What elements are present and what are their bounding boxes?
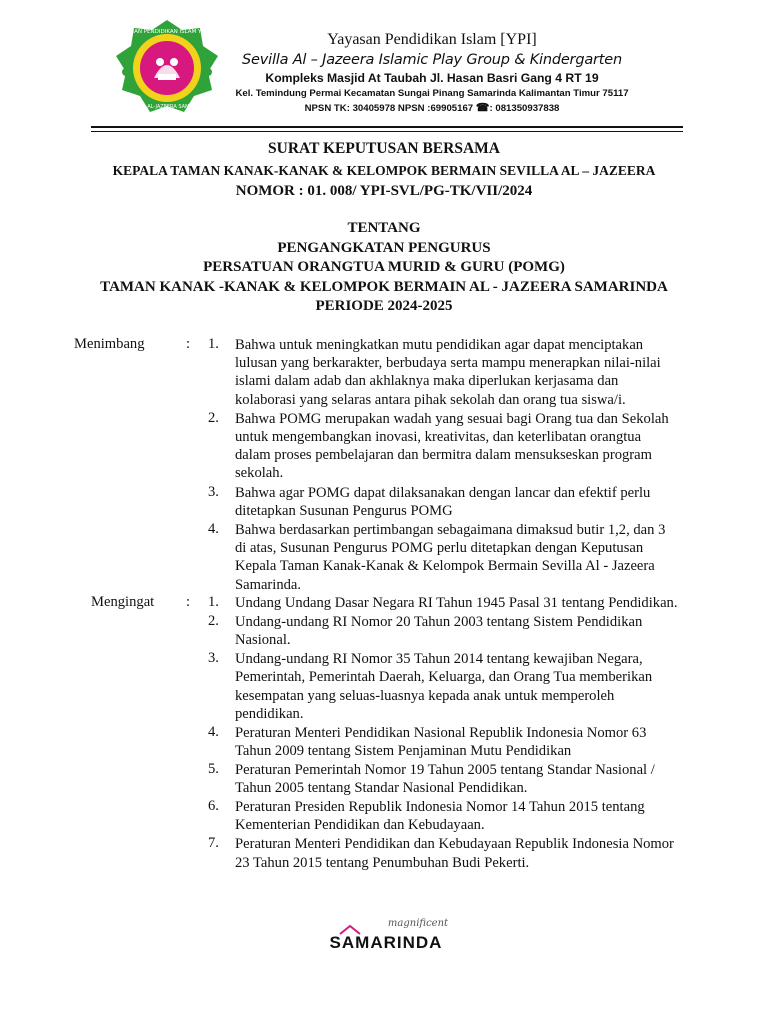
school-logo [108, 18, 226, 118]
item-text-line: Samarinda. [235, 576, 302, 593]
item-text-line: Bahwa agar POMG dapat dilaksanakan dengan lancar dan efektif perlu [235, 484, 651, 501]
logo-text-bottom: SEVILLA AL-JAZEERA SAMARINDA [125, 104, 209, 110]
item-text-line: Bahwa berdasarkan pertimbangan sebagaimana dimaksud butir 1,2, dan 3 [235, 522, 666, 538]
item-text-line: islami dalam adab dan akhlaknya maka diperlukan kerjasama dan [235, 373, 619, 390]
decree-titles [60, 139, 708, 317]
item-text-line: kolaborasi yang selaras antara pihak sekolah dan orang tua siswa/i. [235, 391, 626, 408]
logo-text-top: YAYASAN PENDIDIKAN ISLAM YPADU [117, 29, 217, 35]
subject-line-1: PENGANGKATAN PENGURUS [277, 239, 491, 256]
address-line-2: Kel. Temindung Permai Kecamatan Sungai Pinang Samarinda Kalimantan Timur 75117 [235, 88, 629, 99]
phone-number: : 081350937838 [489, 103, 560, 114]
item-text-line: Tahun 2009 tentang Sistem Penjaminan Mutu Pendidikan [235, 742, 572, 759]
item-number: 4. [208, 723, 219, 740]
brand-script-text: magnificent [387, 918, 449, 929]
npsn-line [232, 101, 632, 116]
item-text-line: di atas, Susunan Pengurus POMG perlu ditetapkan dengan Keputusan [235, 540, 644, 557]
item-text-line: Bahwa untuk meningkatkan mutu pendidikan agar dapat menciptakan [235, 337, 644, 353]
school-name: Sevilla Al – Jazeera Islamic Play Group & Kindergarten [242, 52, 622, 68]
item-text-line: Undang-undang RI Nomor 35 Tahun 2014 tentang kewajiban Negara, [235, 651, 643, 668]
item-number: 2. [208, 409, 219, 426]
item-number: 7. [208, 835, 219, 852]
tentang-heading: TENTANG [347, 220, 421, 236]
subject-line-2: PERSATUAN ORANGTUA MURID & GURU (POMG) [203, 259, 565, 275]
item-number: 2. [208, 613, 219, 629]
letterhead-rule-thick [91, 126, 683, 128]
subject-line-3: TAMAN KANAK -KANAK & KELOMPOK BERMAIN AL - JAZEERA SAMARINDA [100, 278, 668, 295]
brand-main-text: SAMARINDA [329, 933, 443, 952]
subject-line-4: PERIODE 2024-2025 [315, 298, 453, 314]
item-text-line: Kepala Taman Kanak-Kanak & Kelompok Bermain Sevilla Al - Jazeera [235, 558, 655, 575]
letterhead-rule-thin [91, 131, 683, 132]
item-text-line: Peraturan Menteri Pendidikan Nasional Republik Indonesia Nomor 63 [235, 724, 647, 741]
npsn-text: NPSN TK: 30405978 NPSN :69905167 [304, 103, 476, 114]
item-text-line: Pemerintah, Pemerintah Daerah, Keluarga, dan Orang Tua memberikan [235, 669, 653, 686]
item-text-line: Peraturan Menteri Pendidikan dan Kebudayaan Republik Indonesia Nomor [235, 836, 674, 853]
samarinda-brand-logo [300, 912, 470, 956]
item-text-line: Undang-undang RI Nomor 20 Tahun 2003 tentang Sistem Pendidikan [235, 614, 643, 630]
item-text-line: sekolah. [235, 465, 284, 482]
item-text-line: Peraturan Pemerintah Nomor 19 Tahun 2005 tentang Standar Nasional / [235, 762, 655, 778]
telephone-icon: ☎ [475, 102, 490, 114]
item-text-line: 23 Tahun 2015 tentang Penumbuhan Budi Pekerti. [235, 854, 530, 871]
decree-title: SURAT KEPUTUSAN BERSAMA [268, 140, 500, 157]
letterhead [232, 30, 632, 116]
item-text-line: Nasional. [235, 632, 291, 649]
item-text-line: lulusan yang berkarakter, berbudaya serta mampu menerapkan nilai-nilai [235, 355, 661, 372]
item-text-line: Peraturan Presiden Republik Indonesia Nomor 14 Tahun 2015 tentang [235, 799, 645, 816]
item-text-line: kesempatan yang seluas-luasnya kepada anak untuk memperoleh [235, 687, 615, 704]
item-number: 1. [208, 594, 219, 610]
menimbang-colon: : [186, 336, 191, 352]
decree-issuer: KEPALA TAMAN KANAK-KANAK & KELOMPOK BERMAIN SEVILLA AL – JAZEERA [112, 163, 656, 178]
item-number: 5. [208, 761, 219, 777]
item-text-line: pendidikan. [235, 705, 304, 722]
decree-number: NOMOR : 01. 008/ YPI-SVL/PG-TK/VII/2024 [235, 183, 533, 199]
item-text-line: Undang Undang Dasar Negara RI Tahun 1945 Pasal 31 tentang Pendidikan. [235, 595, 678, 611]
item-text-line: Bahwa POMG merupakan wadah yang sesuai bagi Orang tua dan Sekolah [235, 410, 669, 427]
org-name: Yayasan Pendidikan Islam [YPI] [327, 31, 537, 48]
item-text-line: ditetapkan Susunan Pengurus POMG [235, 502, 453, 519]
item-number: 3. [208, 483, 219, 500]
item-number: 3. [208, 650, 219, 667]
item-number: 6. [208, 798, 219, 815]
item-text-line: untuk mengembangkan inovasi, kreativitas, dan keterlibatan orangtua [235, 428, 642, 445]
item-number: 4. [208, 521, 219, 537]
address-line-1: Kompleks Masjid At Taubah Jl. Hasan Basri Gang 4 RT 19 [265, 71, 599, 85]
item-number: 1. [208, 336, 219, 352]
mengingat-label: Mengingat [91, 594, 155, 610]
item-text-line: Tahun 2005 tentang Standar Nasional Pendidikan. [235, 780, 528, 797]
item-text-line: Kementerian Pendidikan dan Kebudayaan. [235, 817, 485, 834]
mengingat-colon: : [186, 594, 191, 610]
menimbang-label: Menimbang [74, 336, 145, 352]
item-text-line: dalam proses pembelajaran dan bermitra dalam mensukseskan program [235, 447, 652, 464]
